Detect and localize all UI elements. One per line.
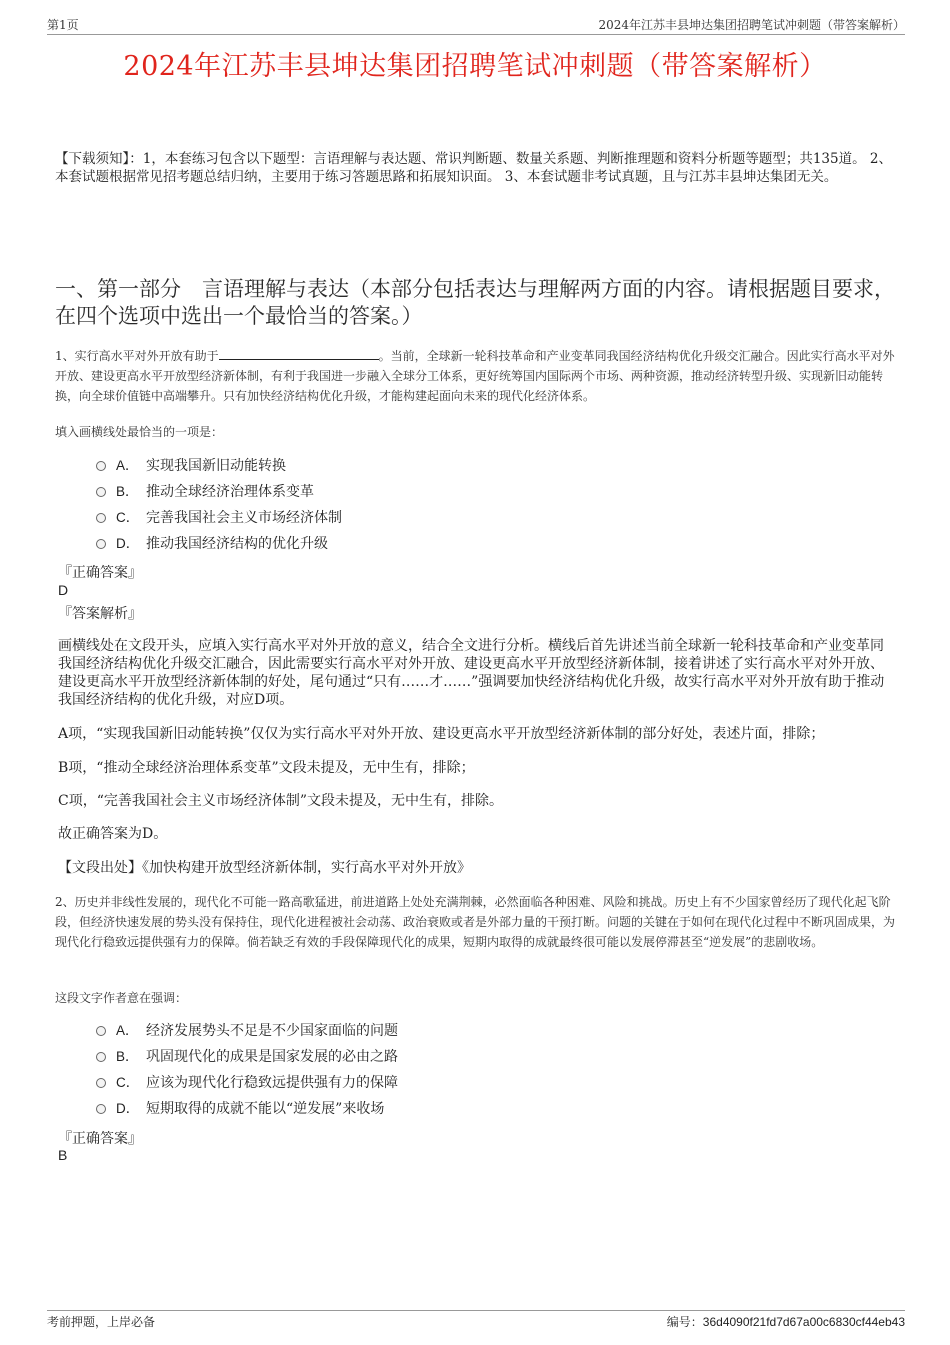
analysis-paragraph: A项，“实现我国新旧动能转换”仅仅为实行高水平对外开放、建设更高水平开放型经济新体制的部分好处，表述片面，排除； xyxy=(58,726,825,742)
radio-icon[interactable] xyxy=(96,461,106,471)
radio-icon[interactable] xyxy=(96,1078,106,1088)
question-2-prompt: 这段文字作者意在强调： xyxy=(55,991,188,1005)
analysis-conclusion: 故正确答案为D。 xyxy=(58,826,168,842)
radio-icon[interactable] xyxy=(96,487,106,497)
analysis-paragraph: B项，“推动全球经济治理体系变革”文段未提及，无中生有，排除； xyxy=(58,760,475,776)
answer-label: 『正确答案』 xyxy=(58,565,142,581)
question-2-text: 2、历史并非线性发展的，现代化不可能一路高歌猛进，前进道路上处处充满荆棘，必然面临各种困难、风险和挑战。历史上有不少国家曾经历了现代化起飞阶段，但经济快速发展的势头没有保持住，现代化进程被社会动荡、政治衰败或者是外部力量的干预打断。问题的关键在于如何在现代化过程中不断巩固成果，为现代化行稳致远提供强有力的保障。倘若缺乏有效的手段保障现代化的成果，短期内取得的成就最终很可能以发展停滞甚至“逆发展”的悲剧收场。 xyxy=(55,895,896,949)
option-b[interactable]: B． 巩固现代化的成果是国家发展的必由之路 xyxy=(96,1044,696,1070)
footer-slogan: 考前押题，上岸必备 xyxy=(47,1315,156,1329)
document-title: 2024年江苏丰县坤达集团招聘笔试冲刺题（带答案解析） xyxy=(123,51,827,82)
page-header xyxy=(47,16,905,35)
analysis-paragraph: C项，“完善我国社会主义市场经济体制”文段未提及，无中生有，排除。 xyxy=(58,793,504,809)
radio-icon[interactable] xyxy=(96,1026,106,1036)
section-heading: 一、第一部分 言语理解与表达（本部分包括表达与理解两方面的内容。请根据题目要求，在四个选项中选出一个最恰当的答案。） xyxy=(55,277,895,328)
page-number: 第1页 xyxy=(47,18,79,32)
correct-answer: D xyxy=(58,582,69,598)
correct-answer: B xyxy=(58,1147,68,1163)
analysis-label: 『答案解析』 xyxy=(58,606,142,622)
radio-icon[interactable] xyxy=(96,513,106,523)
option-a[interactable]: A． 经济发展势头不足是不少国家面临的问题 xyxy=(96,1018,696,1044)
footer-rule xyxy=(47,1310,905,1311)
download-notice: 【下载须知】：1，本套练习包含以下题型：言语理解与表达题、常识判断题、数量关系题、判断推理题和资料分析题等题型；共135道。 2、本套试题根据常见招考题总结归纳，主要用于练习答题思路和拓展知识面。 3、本套试题非考试真题，且与江苏丰县坤达集团无关。 xyxy=(55,151,892,185)
option-c[interactable]: C． 应该为现代化行稳致远提供强有力的保障 xyxy=(96,1070,696,1096)
question-1-prompt: 填入画横线处最恰当的一项是： xyxy=(55,425,224,439)
source-citation: 【文段出处】《加快构建开放型经济新体制，实行高水平对外开放》 xyxy=(58,860,471,876)
radio-icon[interactable] xyxy=(96,1104,106,1114)
question-1-text: 1、实行高水平对外开放有助于 。当前，全球新一轮科技革命和产业变革同我国经济结构优化升级交汇融合。因此实行高水平对外开放、建设更高水平开放型经济新体制，有利于我国进一步融入全球分工体系，更好统筹国内国际两个市场、两种资源，推动经济转型升级、实现新旧动能转换，向全球价值链中高端攀升。只有加快经济结构优化升级，才能构建起面向未来的现代化经济体系。 xyxy=(55,346,895,406)
option-d[interactable]: D． 推动我国经济结构的优化升级 xyxy=(96,531,696,557)
header-doc-title: 2024年江苏丰县坤达集团招聘笔试冲刺题（带答案解析） xyxy=(598,18,905,32)
option-c[interactable]: C． 完善我国社会主义市场经济体制 xyxy=(96,505,696,531)
option-d[interactable]: D． 短期取得的成就不能以“逆发展”来收场 xyxy=(96,1096,696,1122)
question-2-options xyxy=(96,1018,696,1122)
option-a[interactable]: A． 实现我国新旧动能转换 xyxy=(96,453,696,479)
answer-label: 『正确答案』 xyxy=(58,1131,142,1147)
radio-icon[interactable] xyxy=(96,1052,106,1062)
radio-icon[interactable] xyxy=(96,539,106,549)
footer-code: 编号：36d4090f21fd7d67a00c6830cf44eb43 xyxy=(666,1315,905,1329)
answer-blank xyxy=(219,346,379,360)
analysis-paragraph: 画横线处在文段开头，应填入实行高水平对外开放的意义，结合全文进行分析。横线后首先讲述当前全球新一轮科技革命和产业变革同我国经济结构优化升级交汇融合，因此需要实行高水平对外开放、建设更高水平开放型经济新体制，接着讲述了实行高水平对外开放、建设更高水平开放型经济新体制的好处，尾句通过“只有……才……”强调要加快经济结构优化升级，故实行高水平对外开放有助于推动我国经济结构的优化升级，对应D项。 xyxy=(58,638,885,708)
option-b[interactable]: B． 推动全球经济治理体系变革 xyxy=(96,479,696,505)
question-1-options xyxy=(96,453,696,557)
